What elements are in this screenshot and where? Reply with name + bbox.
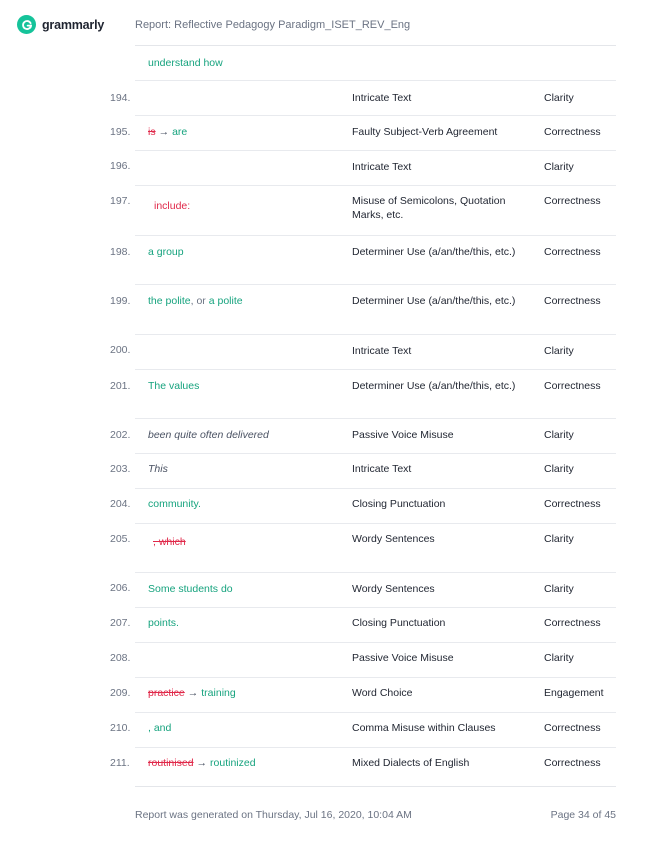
added-text: are xyxy=(172,126,188,138)
suggestion-text: community. xyxy=(148,498,201,510)
suggestions-table xyxy=(0,46,650,782)
issue-type: Passive Voice Misuse xyxy=(352,652,454,664)
issue-category: Correctness xyxy=(544,722,601,734)
issue-category: Correctness xyxy=(544,617,601,629)
row-number: 195. xyxy=(110,126,131,138)
table-row xyxy=(0,418,650,453)
issue-category: Correctness xyxy=(544,757,601,769)
issue-category: Engagement xyxy=(544,687,604,699)
row-number: 197. xyxy=(110,195,131,207)
issue-category: Clarity xyxy=(544,161,574,173)
table-row xyxy=(0,642,650,677)
row-number: 203. xyxy=(110,463,131,475)
table-row xyxy=(0,712,650,747)
issue-type: Misuse of Semicolons, Quotation Marks, etc. xyxy=(352,195,506,221)
issue-category: Clarity xyxy=(544,345,574,357)
issue-type: Closing Punctuation xyxy=(352,498,446,510)
logo-text: grammarly xyxy=(42,17,105,32)
issue-category: Correctness xyxy=(544,195,601,207)
table-row xyxy=(0,334,650,369)
issue-type: Passive Voice Misuse xyxy=(352,429,454,441)
row-number: 196. xyxy=(110,160,131,172)
row-number: 204. xyxy=(110,498,131,510)
table-row xyxy=(0,369,650,418)
issue-type: Word Choice xyxy=(352,687,413,699)
row-number: 205. xyxy=(110,533,131,545)
issue-type: Determiner Use (a/an/the/this, etc.) xyxy=(352,295,516,307)
table-row xyxy=(0,453,650,488)
added-text: training xyxy=(201,687,236,699)
arrow-right-icon: → xyxy=(196,757,208,769)
row-number: 208. xyxy=(110,652,131,664)
table-row xyxy=(0,607,650,642)
issue-category: Clarity xyxy=(544,92,574,104)
suggestion-text xyxy=(148,126,338,138)
issue-type: Determiner Use (a/an/the/this, etc.) xyxy=(352,246,516,258)
row-number: 194. xyxy=(110,92,131,104)
grammarly-logo xyxy=(17,15,104,34)
suggestion-option: the polite xyxy=(148,295,191,307)
issue-category: Correctness xyxy=(544,498,601,510)
row-number: 201. xyxy=(110,380,131,392)
table-row xyxy=(0,677,650,712)
suggestion-text: The values xyxy=(148,380,200,392)
table-row xyxy=(0,488,650,523)
row-number: 209. xyxy=(110,687,131,699)
issue-type: Mixed Dialects of English xyxy=(352,757,470,769)
page-number: Page 34 of 45 xyxy=(550,809,616,821)
suggestion-text: points. xyxy=(148,617,179,629)
grammarly-g-icon xyxy=(17,15,36,34)
suggestion-text xyxy=(148,757,338,769)
issue-category: Clarity xyxy=(544,463,574,475)
suggestion-text: , and xyxy=(148,722,172,734)
table-row xyxy=(0,80,650,115)
row-number: 198. xyxy=(110,246,131,258)
table-row xyxy=(0,523,650,572)
arrow-right-icon: → xyxy=(187,687,199,699)
removed-text: practice xyxy=(148,687,185,699)
suggestion-option: a polite xyxy=(208,295,243,307)
table-row xyxy=(0,46,650,80)
table-row xyxy=(0,185,650,235)
issue-category: Clarity xyxy=(544,583,574,595)
issue-type: Closing Punctuation xyxy=(352,617,446,629)
issue-category: Clarity xyxy=(544,652,574,664)
suggestion-text xyxy=(148,687,338,699)
row-number: 202. xyxy=(110,429,131,441)
suggestion-text: This xyxy=(148,463,168,475)
issue-category: Correctness xyxy=(544,380,601,392)
report-title: Report: Reflective Pedagogy Paradigm_ISET_REV_Eng xyxy=(135,19,411,31)
removed-text: is xyxy=(148,126,156,138)
table-row xyxy=(0,747,650,782)
table-row xyxy=(0,572,650,607)
report-header xyxy=(0,0,650,46)
issue-type: Wordy Sentences xyxy=(352,533,435,545)
issue-category: Correctness xyxy=(544,126,601,138)
row-number: 200. xyxy=(110,344,131,356)
suggestion-text xyxy=(148,295,338,307)
row-number: 207. xyxy=(110,617,131,629)
row-number: 210. xyxy=(110,722,131,734)
removed-text: , which xyxy=(153,536,186,548)
issue-category: Clarity xyxy=(544,429,574,441)
suggestion-text: understand how xyxy=(148,57,223,69)
table-row xyxy=(0,115,650,150)
row-number: 199. xyxy=(110,295,131,307)
suggestion-text: include: xyxy=(154,200,191,212)
row-number: 211. xyxy=(110,757,130,769)
issue-type: Wordy Sentences xyxy=(352,583,435,595)
table-row xyxy=(0,150,650,185)
issue-category: Clarity xyxy=(544,533,574,545)
issue-category: Correctness xyxy=(544,246,601,258)
footer-divider xyxy=(135,786,616,787)
removed-text: routinised xyxy=(148,757,194,769)
issue-category: Correctness xyxy=(544,295,601,307)
suggestion-text: Some students do xyxy=(148,583,233,595)
suggestion-text: a group xyxy=(148,246,184,258)
issue-type: Determiner Use (a/an/the/this, etc.) xyxy=(352,380,516,392)
table-row xyxy=(0,235,650,284)
suggestion-text: been quite often delivered xyxy=(148,429,269,441)
row-number: 206. xyxy=(110,582,131,594)
report-generated-date: Report was generated on Thursday, Jul 16, 2020, 10:04 AM xyxy=(135,809,412,821)
issue-type: Intricate Text xyxy=(352,463,412,475)
table-row xyxy=(0,284,650,334)
issue-type: Comma Misuse within Clauses xyxy=(352,722,496,734)
added-text: routinized xyxy=(210,757,256,769)
issue-type: Intricate Text xyxy=(352,92,412,104)
option-separator: , or xyxy=(190,295,209,307)
issue-type: Faulty Subject-Verb Agreement xyxy=(352,126,498,138)
issue-type: Intricate Text xyxy=(352,345,412,357)
issue-type: Intricate Text xyxy=(352,161,412,173)
arrow-right-icon: → xyxy=(158,126,170,138)
